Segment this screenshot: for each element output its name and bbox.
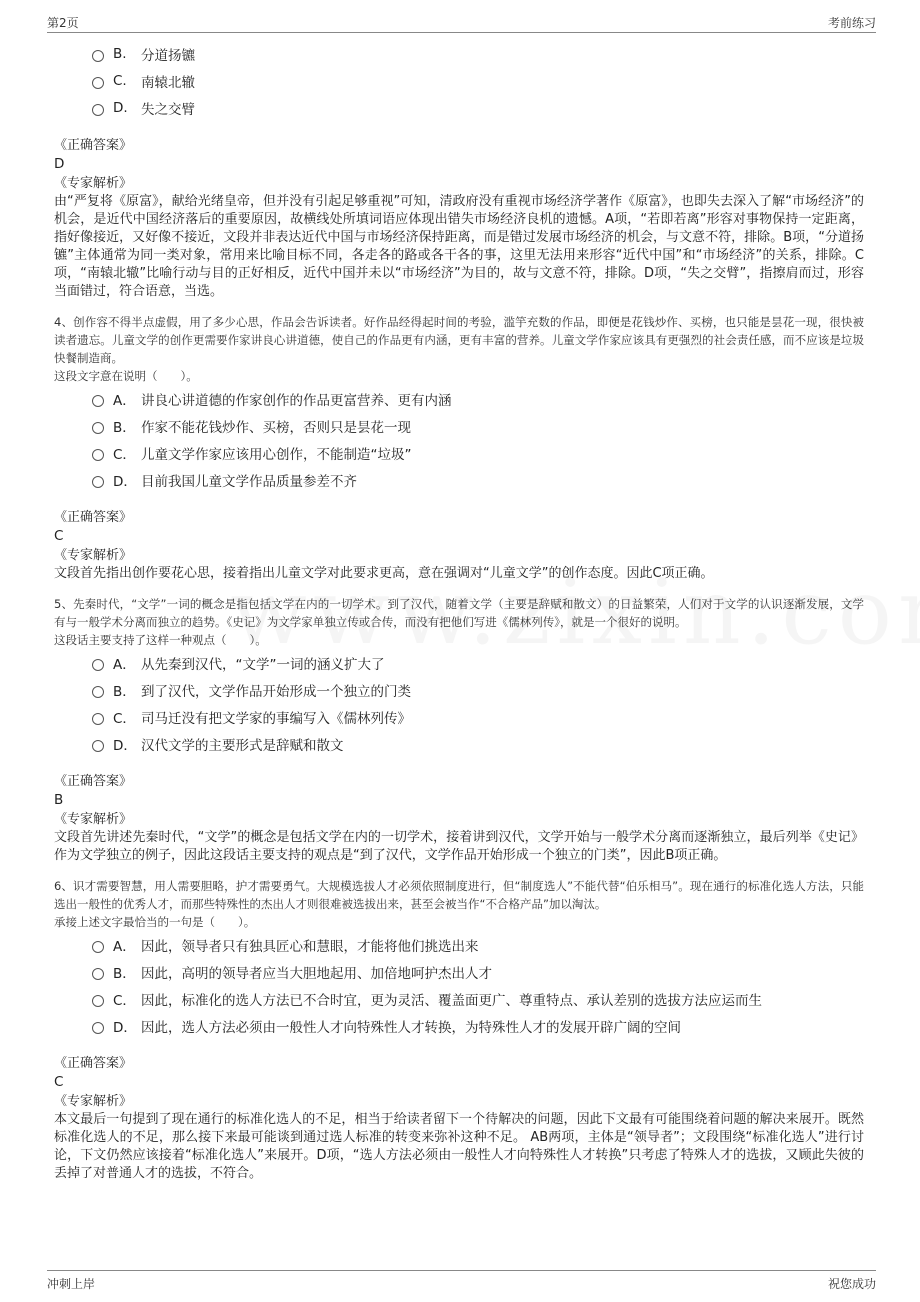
answer-label: 《正确答案》 [54,774,133,789]
option-d[interactable]: D． 目前我国儿童文学作品质量参差不齐 [92,466,864,493]
analysis-label: 《专家解析》 [54,176,133,191]
radio-icon[interactable] [92,422,104,434]
question-stem: 5、先秦时代，“文学”一词的概念是指包括文学在内的一切学术。到了汉代，随着文学（主要是辞赋和散文）的日益繁荣，人们对于文学的认识逐渐发展，文学有与一般学术分离而独立的趋势。《史记》为文学家单独立传或合传，而没有把他们写进《儒林列传》，就是一个很好的说明。 [54,597,864,629]
option-a[interactable]: A． 从先秦到汉代，“文学”一词的涵义扩大了 [92,649,864,676]
option-b[interactable]: B. 分道扬镳 [92,40,864,67]
page-header [47,12,876,33]
option-c[interactable]: C. 南辕北辙 [92,67,864,94]
answer-value: D [54,156,65,172]
radio-icon[interactable] [92,995,104,1007]
option-c[interactable]: C． 因此，标准化的选人方法已不合时宜，更为灵活、覆盖面更广、尊重特点、承认差别的选拔方法应运而生 [92,985,864,1012]
option-c[interactable]: C． 司马迁没有把文学家的事编写入《儒林列传》 [92,703,864,730]
option-b[interactable]: B． 到了汉代，文学作品开始形成一个独立的门类 [92,676,864,703]
option-d[interactable]: D． 因此，选人方法必须由一般性人才向特殊性人才转换，为特殊性人才的发展开辟广阔的空间 [92,1012,864,1039]
option-d[interactable]: D． 汉代文学的主要形式是辞赋和散文 [92,730,864,757]
answer-label: 《正确答案》 [54,1056,133,1071]
question-stem: 4、创作容不得半点虚假，用了多少心思，作品会告诉读者。好作品经得起时间的考验，滥竽充数的作品，即便是花钱炒作、买榜，也只能是昙花一现，很快被读者遗忘。儿童文学的创作更需要作家讲良心讲道德，使自己的作品更有内涵，更有丰富的营养。儿童文学作家应该具有更强烈的社会责任感，而不应该是垃圾快餐制造商。 [54,315,864,365]
radio-icon[interactable] [92,659,104,671]
answer-label: 《正确答案》 [54,138,133,153]
question-4 [54,313,864,583]
question-5 [54,595,864,865]
analysis-label: 《专家解析》 [54,1094,133,1109]
radio-icon[interactable] [92,476,104,488]
analysis-text: 文段首先讲述先秦时代，“文学”的概念是包括文学在内的一切学术，接着讲到汉代，文学开始与一般学术分离而逐渐独立，最后列举《史记》作为文学独立的例子，因此这段话主要支持的观点是“到了汉代，文学作品开始形成一个独立的门类”，因此B项正确。 [54,830,864,863]
analysis-text: 文段首先指出创作要花心思，接着指出儿童文学对此要求更高，意在强调对“儿童文学”的创作态度。因此C项正确。 [54,566,714,581]
option-b[interactable]: B． 作家不能花钱炒作、买榜，否则只是昙花一现 [92,412,864,439]
radio-icon[interactable] [92,713,104,725]
radio-icon[interactable] [92,968,104,980]
document-body [54,40,864,1183]
option-c[interactable]: C． 儿童文学作家应该用心创作，不能制造“垃圾” [92,439,864,466]
question-prompt: 这段话主要支持了这样一种观点（ ）。 [54,633,267,647]
question-3-tail [54,40,864,301]
radio-icon[interactable] [92,686,104,698]
question-prompt: 这段文字意在说明（ ）。 [54,369,198,383]
analysis-text: 本文最后一句提到了现在通行的标准化选人的不足，相当于给读者留下一个待解决的问题，因此下文最有可能围绕着问题的解决来展开。既然标准化选人的不足，那么接下来最可能谈到通过选人标准的转变来弥补这种不足。 AB两项，主体是“领导者”；文段围绕“标准化选人”进行讨论，下文仍然应该接着“标准化选人”来展开。D项，“选人方法必须由一般性人才向特殊性人才转换”只考虑了特殊人才的选拔，又顾此失彼的丢掉了对普通人才的选拔，不符合。 [54,1112,864,1181]
question-prompt: 承接上述文字最恰当的一句是（ ）。 [54,915,256,929]
radio-icon[interactable] [92,395,104,407]
question-6 [54,877,864,1183]
analysis-label: 《专家解析》 [54,548,133,563]
page-number: 第2页 [47,16,79,30]
page-footer [47,1270,876,1291]
radio-icon[interactable] [92,941,104,953]
option-d[interactable]: D. 失之交臂 [92,94,864,121]
radio-icon[interactable] [92,104,104,116]
option-b[interactable]: B． 因此，高明的领导者应当大胆地起用、加倍地呵护杰出人才 [92,958,864,985]
radio-icon[interactable] [92,50,104,62]
header-title: 考前练习 [827,16,876,30]
footer-left-text: 冲刺上岸 [47,1277,96,1291]
radio-icon[interactable] [92,1022,104,1034]
radio-icon[interactable] [92,449,104,461]
question-stem: 6、识才需要智慧，用人需要胆略，护才需要勇气。大规模选拔人才必须依照制度进行，但“制度选人”不能代替“伯乐相马”。现在通行的标准化选人方法，只能选出一般性的优秀人才，而那些特殊性的杰出人才则很难被选拔出来，甚至会被当作“不合格产品”加以淘汰。 [54,879,864,911]
radio-icon[interactable] [92,740,104,752]
radio-icon[interactable] [92,77,104,89]
answer-value: B [54,792,64,808]
answer-label: 《正确答案》 [54,510,133,525]
answer-value: C [54,1074,64,1090]
analysis-text: 由“严复将《原富》，献给光绪皇帝，但并没有引起足够重视”可知，清政府没有重视市场经济学著作《原富》，也即失去深入了解“市场经济”的机会，是近代中国经济落后的重要原因，故横线处所填词语应体现出错失市场经济良机的遗憾。A项，“若即若离”形容对事物保持一定距离，指好像接近，又好像不接近，文段并非表达近代中国与市场经济保持距离，而是错过发展市场经济的机会，与文意不符，排除。B项，“分道扬镳”主体通常为同一类对象，常用来比喻目标不同，各走各的路或各干各的事，这里无法用来形容“近代中国”和“市场经济”的关系，排除。C项，“南辕北辙”比喻行动与目的正好相反，近代中国并未以“市场经济”为目的，故与文意不符，排除。D项，“失之交臂”，指擦肩而过，形容当面错过，符合语意，当选。 [54,194,864,299]
option-a[interactable]: A． 讲良心讲道德的作家创作的作品更富营养、更有内涵 [92,385,864,412]
analysis-label: 《专家解析》 [54,812,133,827]
answer-value: C [54,528,64,544]
option-a[interactable]: A． 因此，领导者只有独具匠心和慧眼，才能将他们挑选出来 [92,931,864,958]
footer-right-text: 祝您成功 [827,1277,876,1291]
